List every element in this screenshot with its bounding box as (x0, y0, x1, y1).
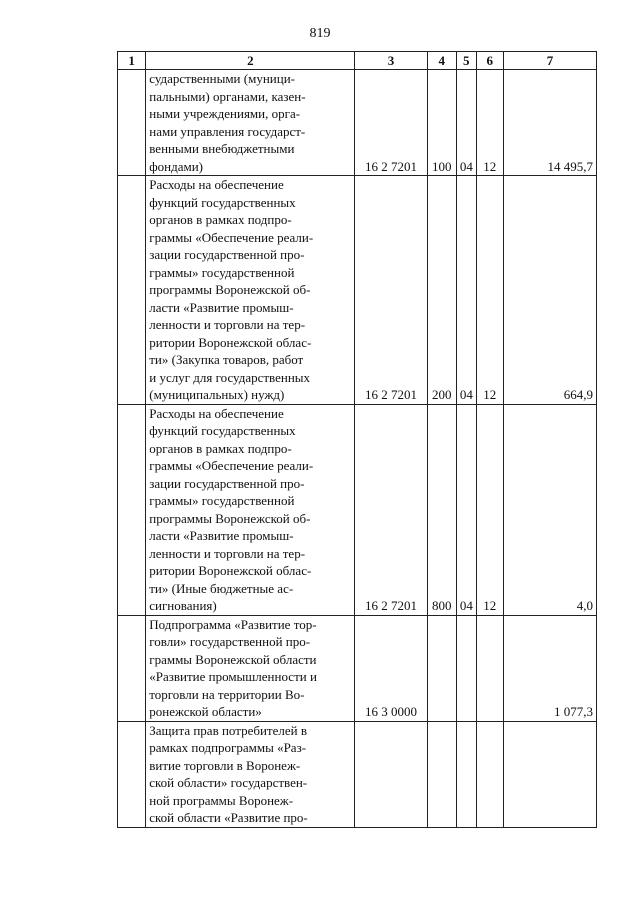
table-row (118, 721, 597, 827)
col5-cell (456, 721, 476, 827)
description-line: граммы» государственной (149, 493, 295, 508)
col4-cell: 800 (427, 404, 456, 615)
amount-cell (503, 721, 596, 827)
header-col-6: 6 (476, 52, 503, 70)
col4-cell: 100 (427, 70, 456, 176)
description-line: и услуг для государственных (149, 369, 311, 385)
description-cell (146, 176, 355, 405)
description-line: венными внебюджетными (149, 141, 295, 156)
description-line: рамках подпрограммы «Раз- (149, 740, 307, 755)
header-col-3: 3 (355, 52, 427, 70)
description-line: нами управления государст- (149, 123, 306, 139)
header-col-5: 5 (456, 52, 476, 70)
code-cell: 16 3 0000 (355, 615, 427, 721)
description-line: «Развитие промышленности и (149, 669, 317, 684)
header-col-4: 4 (427, 52, 456, 70)
description-line: программы Воронежской об- (149, 510, 311, 526)
description-line: (муниципальных) нужд) (149, 387, 285, 402)
description-line: Подпрограмма «Развитие тор- (149, 616, 317, 632)
description-line: органов в рамках подпро- (149, 212, 292, 227)
description-line: фондами) (149, 158, 204, 174)
col5-cell: 04 (456, 70, 476, 176)
col6-cell: 12 (476, 404, 503, 615)
row-number-cell (118, 404, 146, 615)
description-cell (146, 615, 355, 721)
header-row (118, 52, 597, 70)
col6-cell (476, 721, 503, 827)
description-line: ритории Воронежской облас- (149, 334, 312, 350)
table-row (118, 70, 597, 176)
description-line: сударственными (муници- (149, 71, 295, 86)
row-number-cell (118, 70, 146, 176)
header-col-2: 2 (146, 52, 355, 70)
description-line: ными учреждениями, орга- (149, 106, 301, 121)
code-cell: 16 2 7201 (355, 176, 427, 405)
description-line: ленности и торговли на тер- (149, 545, 306, 561)
table-row (118, 615, 597, 721)
description-line: говли» государственной про- (149, 634, 311, 649)
table-row (118, 176, 597, 405)
description-cell (146, 70, 355, 176)
description-line: пальными) органами, казен- (149, 88, 306, 104)
header-col-7: 7 (503, 52, 596, 70)
description-line: витие торговли в Воронеж- (149, 757, 301, 773)
table-body (118, 70, 597, 828)
code-cell (355, 721, 427, 827)
row-number-cell (118, 721, 146, 827)
col5-cell: 04 (456, 176, 476, 405)
description-line: граммы «Обеспечение реали- (149, 229, 314, 245)
row-number-cell (118, 176, 146, 405)
description-line: ласти «Развитие промыш- (149, 299, 294, 315)
description-line: Расходы на обеспечение (149, 177, 284, 192)
col6-cell: 12 (476, 70, 503, 176)
description-line: зации государственной про- (149, 247, 305, 262)
description-line: ронежской области» (149, 704, 262, 719)
page-number: 819 (309, 26, 331, 41)
amount-cell: 664,9 (503, 176, 596, 405)
col4-cell: 200 (427, 176, 456, 405)
amount-cell: 14 495,7 (503, 70, 596, 176)
description-line: ской области» государствен- (149, 775, 308, 790)
budget-table (117, 51, 597, 828)
col4-cell (427, 721, 456, 827)
col5-cell: 04 (456, 404, 476, 615)
description-line: ной программы Воронеж- (149, 792, 294, 808)
description-line: ласти «Развитие промыш- (149, 528, 294, 543)
table-row (118, 404, 597, 615)
header-col-1: 1 (118, 52, 146, 70)
description-cell (146, 404, 355, 615)
col6-cell: 12 (476, 176, 503, 405)
description-line: ти» (Закупка товаров, работ (149, 352, 304, 367)
description-line: ти» (Иные бюджетные ас- (149, 580, 294, 596)
description-line: торговли на территории Во- (149, 686, 305, 702)
description-line: граммы Воронежской области (149, 651, 317, 667)
description-line: зации государственной про- (149, 475, 305, 491)
description-line: функций государственных (149, 194, 296, 210)
description-line: ленности и торговли на тер- (149, 317, 306, 332)
amount-cell: 4,0 (503, 404, 596, 615)
description-line: программы Воронежской об- (149, 282, 311, 297)
col4-cell (427, 615, 456, 721)
description-cell (146, 721, 355, 827)
description-line: граммы «Обеспечение реали- (149, 458, 314, 473)
description-line: сигнования) (149, 598, 217, 613)
code-cell: 16 2 7201 (355, 404, 427, 615)
col5-cell (456, 615, 476, 721)
amount-cell: 1 077,3 (503, 615, 596, 721)
description-line: функций государственных (149, 423, 296, 438)
description-line: Защита прав потребителей в (149, 722, 307, 738)
code-cell: 16 2 7201 (355, 70, 427, 176)
description-line: ской области «Развитие про- (149, 810, 308, 825)
row-number-cell (118, 615, 146, 721)
description-line: ритории Воронежской облас- (149, 563, 312, 578)
col6-cell (476, 615, 503, 721)
description-line: Расходы на обеспечение (149, 405, 284, 421)
description-line: органов в рамках подпро- (149, 440, 292, 456)
description-line: граммы» государственной (149, 264, 295, 280)
